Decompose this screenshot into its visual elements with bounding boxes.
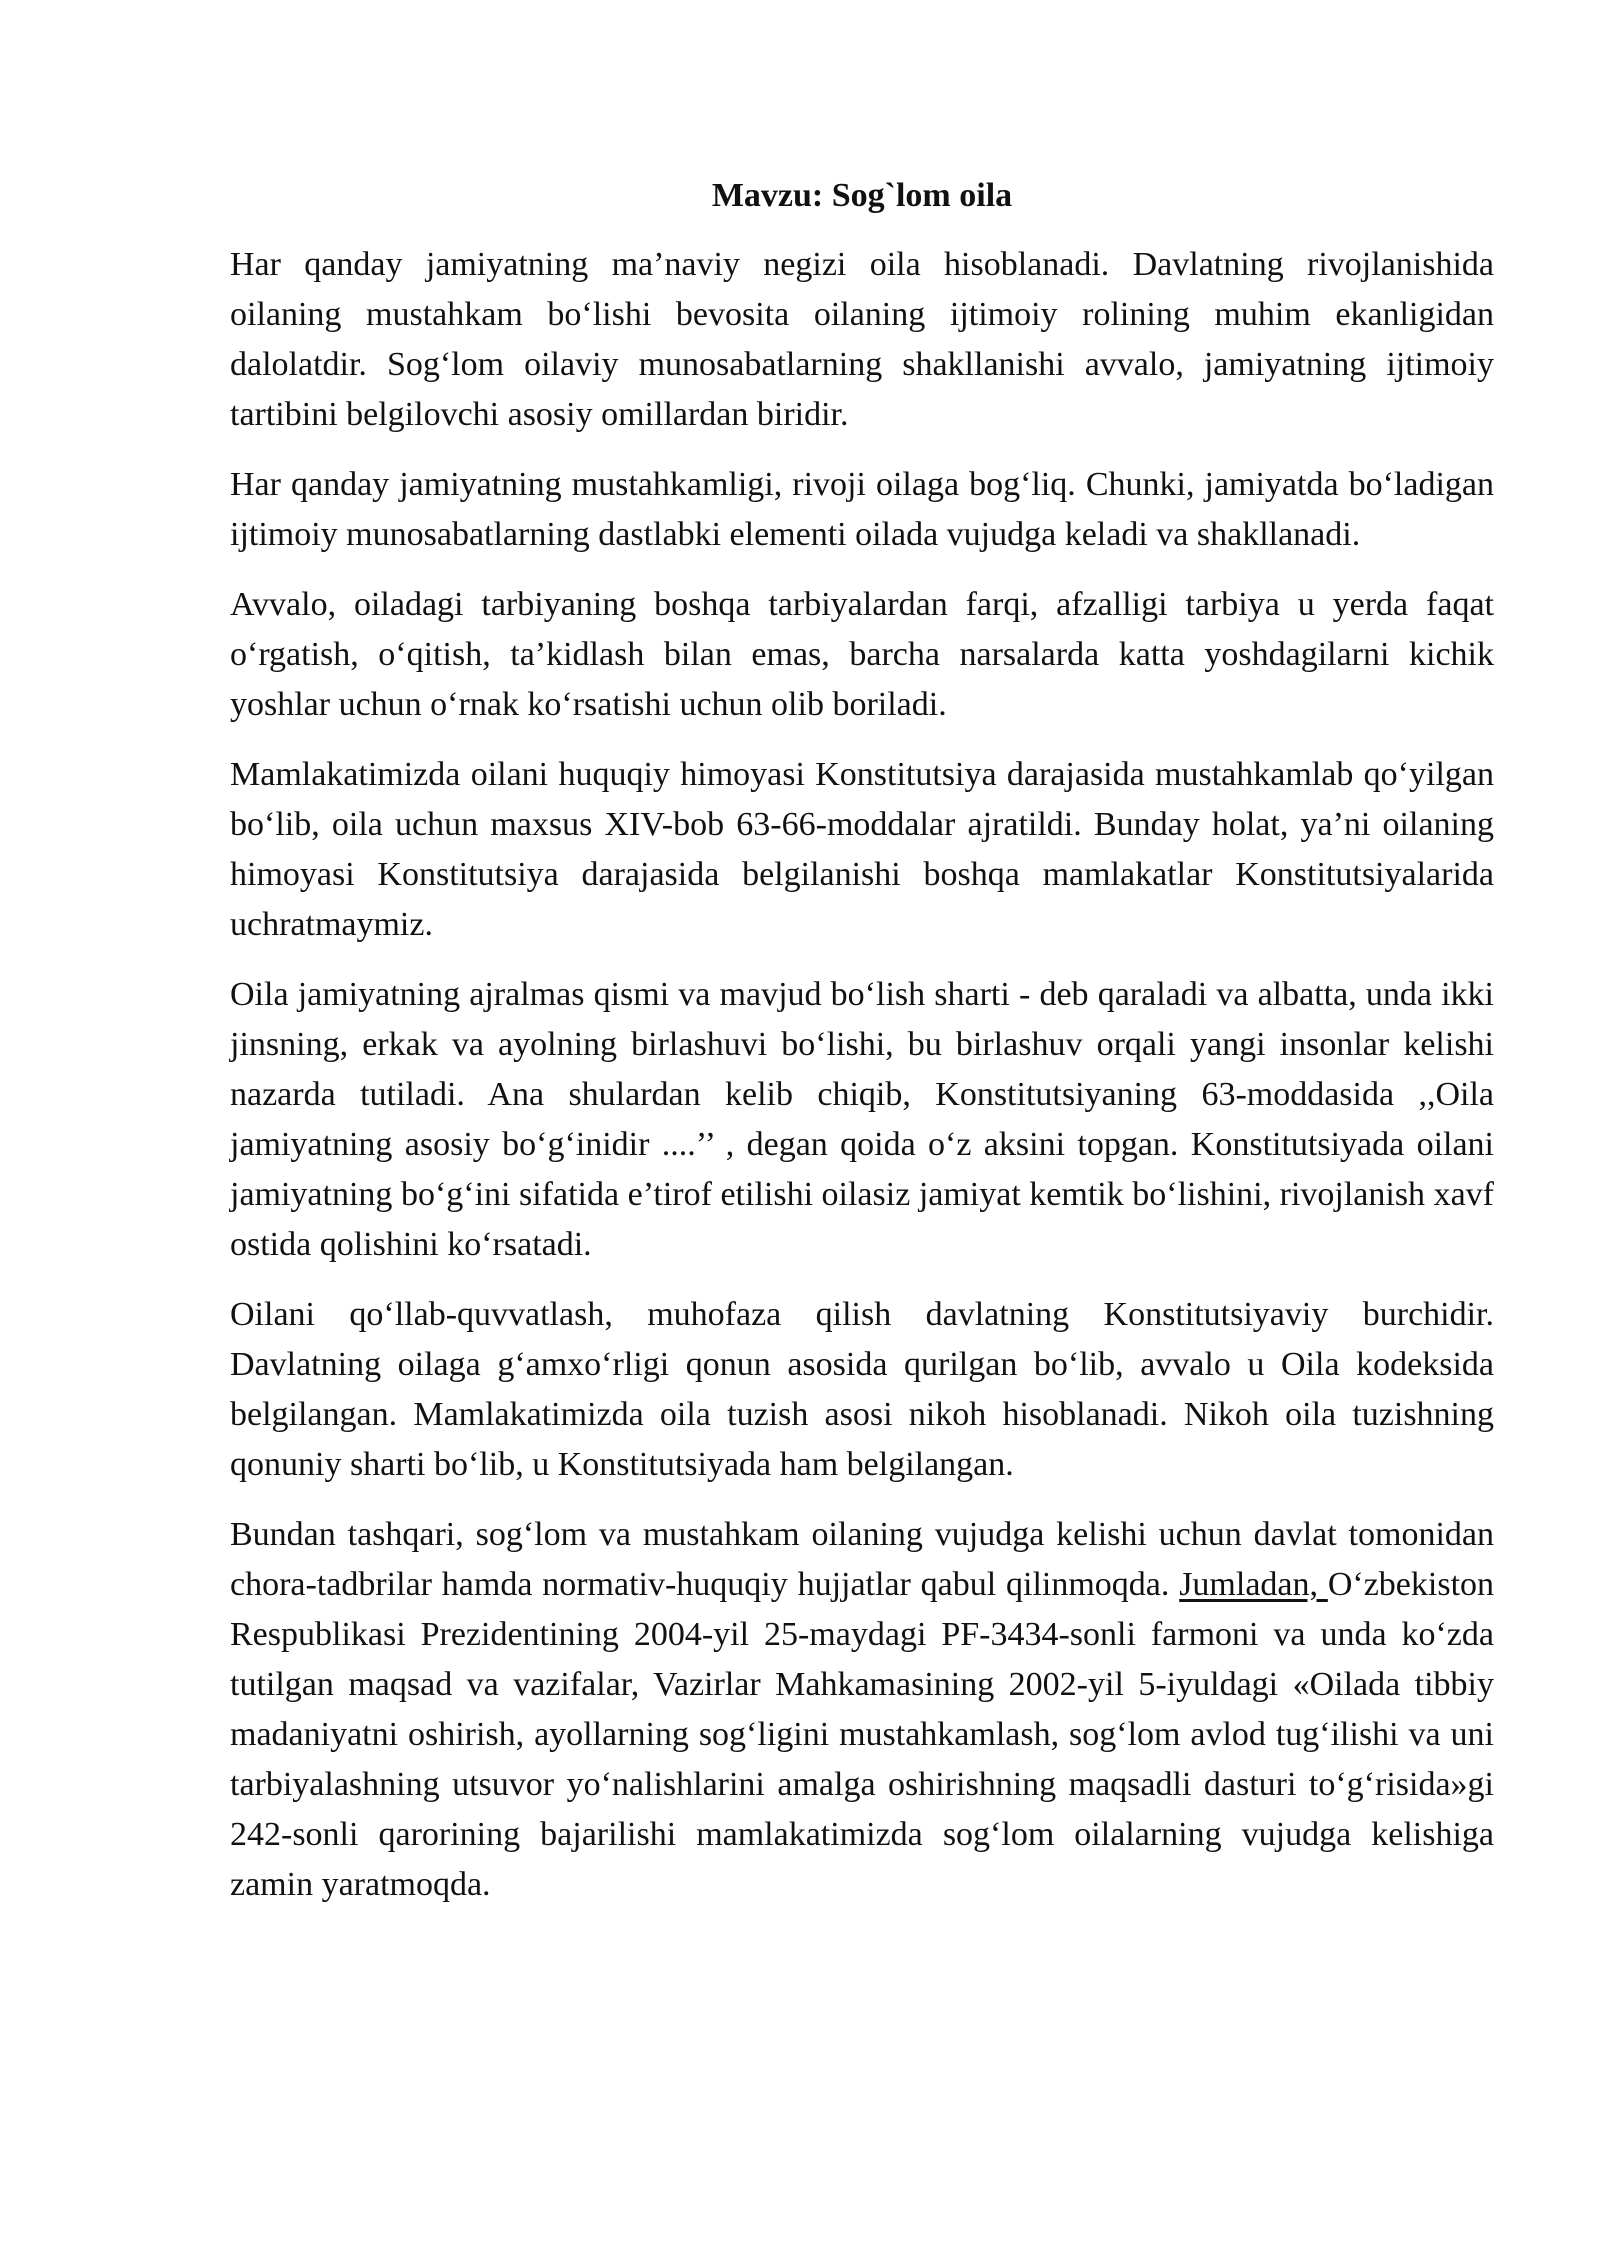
paragraph-7-text-start: Bundan tashqari, sog‘lom va mustahkam oilaning vujudga kelishi uchun davlat tomonidan chora-tadbrilar hamda normativ-huquqiy hujjatlar qabul qilinmoqda. [230, 1516, 1494, 1603]
paragraph-2: Har qanday jamiyatning mustahkamligi, rivoji oilaga bog‘liq. Chunki, jamiyatda bo‘ladigan ijtimoiy munosabatlarning dastlabki elementi oilada vujudga keladi va shakllanadi. [230, 466, 1494, 553]
document-title: Mavzu: Sog`lom oila [711, 177, 1013, 214]
paragraph-7-text-end: O‘zbekiston Respublikasi Prezidentining 2004-yil 25-maydagi PF-3434-sonli farmoni va unda ko‘zda tutilgan maqsad va vazifalar, Vazirlar Mahkamasining 2002-yil 5-iyuldagi «Oilada tibbiy madaniyatni oshirish, ayollarning sog‘ligini mustahkamlash, sog‘lom avlod tug‘ilishi va uni tarbiyalashning utsuvor yo‘nalishlarini amalga oshirishning maqsadli dasturi to‘g‘risida»gi 242-sonli qarorining bajarilishi mamlakatimizda sog‘lom oilalarning vujudga kelishiga zamin yaratmoqda. [230, 1566, 1495, 1903]
paragraph-7 [230, 1510, 1494, 1910]
paragraph-6: Oilani qo‘llab-quvvatlash, muhofaza qilish davlatning Konstitutsiyaviy burchidir. Davlatning oilaga g‘amxo‘rligi qonun asosida qurilgan bo‘lib, avvalo u Oila kodeksida belgilangan. Mamlakatimizda oila tuzish asosi nikoh hisoblanadi. Nikoh oila tuzishning qonuniy sharti bo‘lib, u Konstitutsiyada ham belgilangan. [230, 1296, 1494, 1483]
underlined-text: Jumladan, [1179, 1566, 1328, 1603]
paragraph-5: Oila jamiyatning ajralmas qismi va mavjud bo‘lish sharti - deb qaraladi va albatta, unda ikki jinsning, erkak va ayolning birlashuvi bo‘lishi, bu birlashuv orqali yangi insonlar kelishi nazarda tutiladi. Ana shulardan kelib chiqib, Konstitutsiyaning 63-moddasida ,,Oila jamiyatning asosiy bo‘g‘inidir ....’’ , degan qoida o‘z aksini topgan. Konstitutsiyada oilani jamiyatning bo‘g‘ini sifatida e’tirof etilishi oilasiz jamiyat kemtik bo‘lishini, rivojlanish xavf ostida qolishini ko‘rsatadi. [230, 976, 1494, 1263]
document-body [230, 240, 1494, 1930]
paragraph-3: Avvalo, oiladagi tarbiyaning boshqa tarbiyalardan farqi, afzalligi tarbiya u yerda faqat o‘rgatish, o‘qitish, ta’kidlash bilan emas, barcha narsalarda katta yoshdagilarni kichik yoshlar uchun o‘rnak ko‘rsatishi uchun olib boriladi. [230, 586, 1494, 723]
paragraph-1: Har qanday jamiyatning ma’naviy negizi oila hisoblanadi. Davlatning rivojlanishida oilaning mustahkam bo‘lishi bevosita oilaning ijtimoiy rolining muhim ekanligidan dalolatdir. Sog‘lom oilaviy munosabatlarning shakllanishi avvalo, jamiyatning ijtimoiy tartibini belgilovchi asosiy omillardan biridir. [230, 246, 1494, 433]
paragraph-4: Mamlakatimizda oilani huquqiy himoyasi Konstitutsiya darajasida mustahkamlab qo‘yilgan bo‘lib, oila uchun maxsus XIV-bob 63-66-moddalar ajratildi. Bunday holat, ya’ni oilaning himoyasi Konstitutsiya darajasida belgilanishi boshqa mamlakatlar Konstitutsiyalarida uchratmaymiz. [230, 756, 1494, 943]
